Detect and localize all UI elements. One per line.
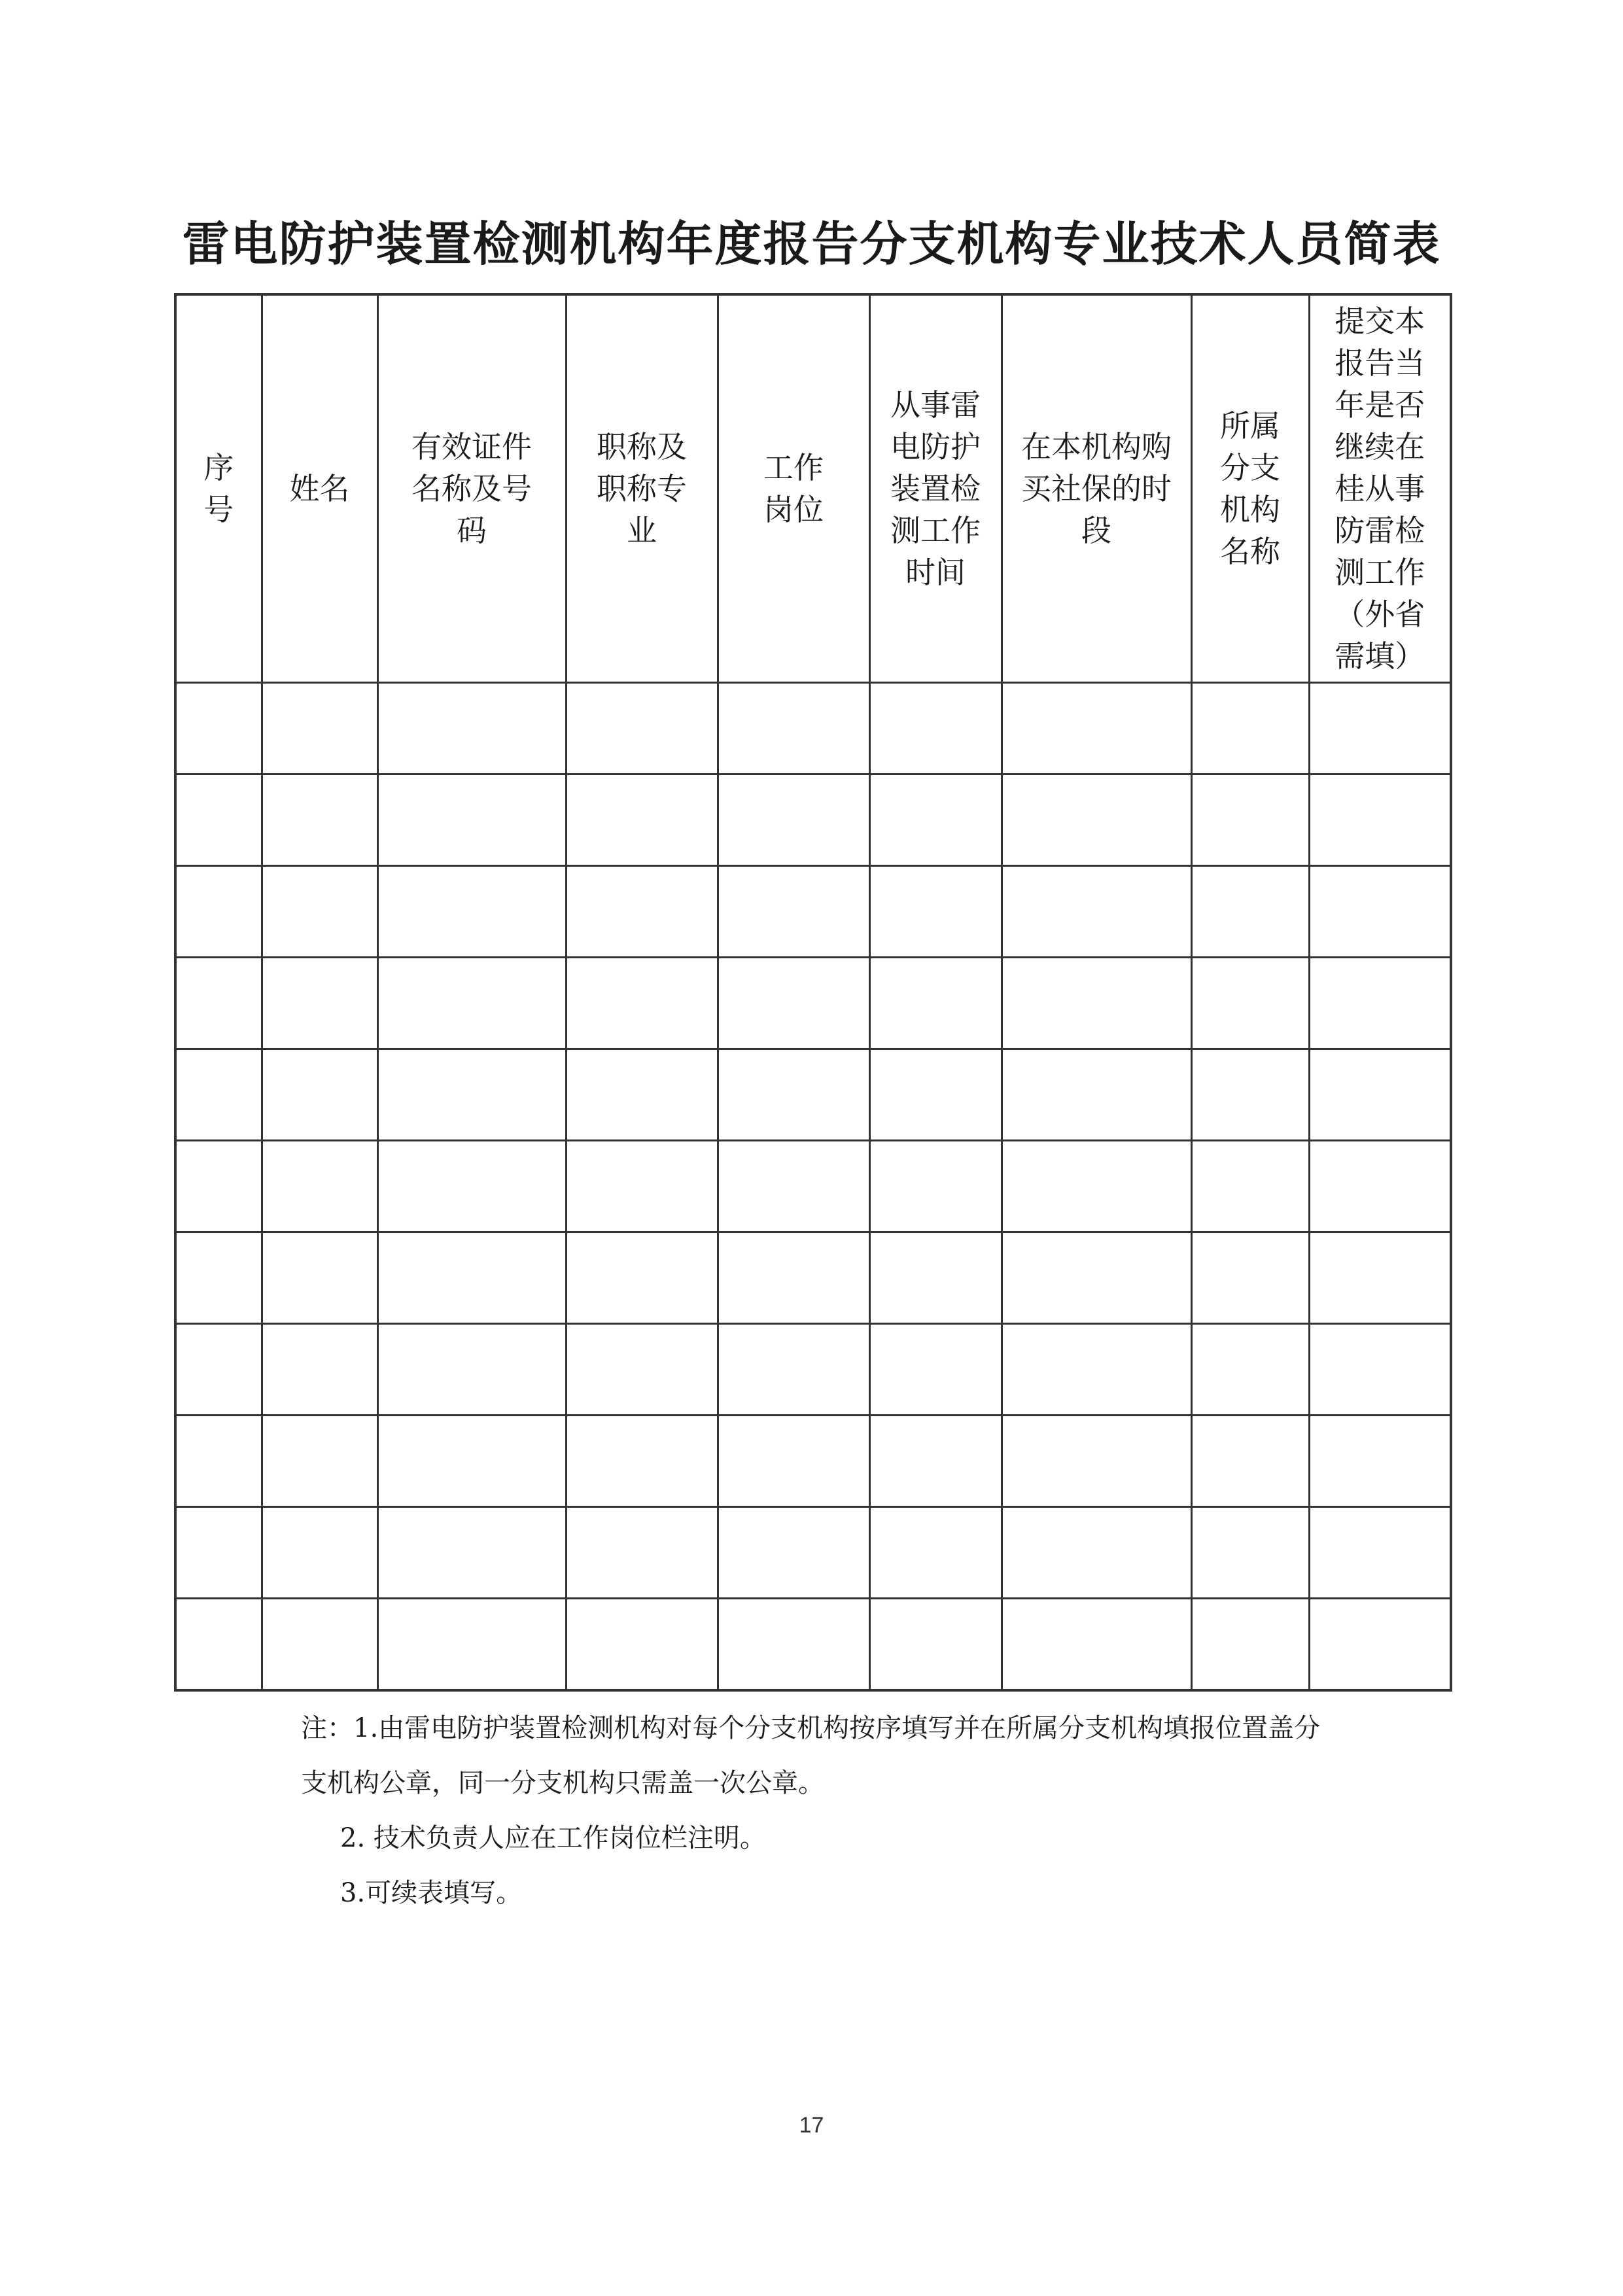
table-cell[interactable] [869, 958, 1002, 1049]
table-cell[interactable] [1309, 958, 1451, 1049]
table-cell[interactable] [869, 774, 1002, 866]
header-id-document: 有效证件 名称及号 码 [377, 294, 566, 683]
table-cell[interactable] [1191, 1232, 1309, 1324]
table-cell[interactable] [718, 1416, 869, 1507]
table-cell[interactable] [1191, 1599, 1309, 1691]
table-cell[interactable] [377, 774, 566, 866]
table-row [175, 1599, 1451, 1691]
table-cell[interactable] [175, 1599, 262, 1691]
table-cell[interactable] [1309, 1599, 1451, 1691]
table-cell[interactable] [718, 1232, 869, 1324]
table-cell[interactable] [566, 1049, 718, 1141]
note-2: 2. 技术负责人应在工作岗位栏注明。 [340, 1823, 766, 1853]
table-cell[interactable] [1002, 1599, 1191, 1691]
table-cell[interactable] [377, 1232, 566, 1324]
table-row [175, 1141, 1451, 1232]
table-cell[interactable] [869, 1599, 1002, 1691]
table-cell[interactable] [1002, 683, 1191, 774]
page-number: 17 [799, 2113, 824, 2138]
table-row [175, 1049, 1451, 1141]
table-cell[interactable] [1002, 1507, 1191, 1599]
table-cell[interactable] [566, 1599, 718, 1691]
table-cell[interactable] [1309, 1232, 1451, 1324]
table-cell[interactable] [262, 774, 377, 866]
note-1: 注：1.由雷电防护装置检测机构对每个分支机构按序填写并在所属分支机构填报位置盖分 [301, 1713, 1321, 1743]
table-cell[interactable] [1002, 866, 1191, 958]
table-cell[interactable] [869, 866, 1002, 958]
table-cell[interactable] [377, 1507, 566, 1599]
header-detection-work-time: 从事雷 电防护 装置检 测工作 时间 [869, 294, 1002, 683]
table-cell[interactable] [377, 1049, 566, 1141]
table-cell[interactable] [718, 1599, 869, 1691]
table-cell[interactable] [869, 1141, 1002, 1232]
table-cell[interactable] [1191, 683, 1309, 774]
table-row [175, 1507, 1451, 1599]
table-cell[interactable] [1309, 866, 1451, 958]
note-3: 3.可续表填写。 [340, 1878, 523, 1908]
staff-table [174, 293, 1452, 1692]
table-cell[interactable] [262, 1324, 377, 1416]
table-cell[interactable] [377, 1416, 566, 1507]
table-cell[interactable] [1309, 1049, 1451, 1141]
table-cell[interactable] [566, 1507, 718, 1599]
table-cell[interactable] [1309, 1507, 1451, 1599]
table-cell[interactable] [869, 1324, 1002, 1416]
table-cell[interactable] [566, 774, 718, 866]
table-cell[interactable] [262, 1416, 377, 1507]
table-cell[interactable] [175, 1232, 262, 1324]
table-cell[interactable] [175, 683, 262, 774]
table-cell[interactable] [718, 1507, 869, 1599]
header-name: 姓名 [262, 294, 377, 683]
table-cell[interactable] [718, 1049, 869, 1141]
note-1-continued: 支机构公章，同一分支机构只需盖一次公章。 [301, 1768, 824, 1798]
table-cell[interactable] [175, 958, 262, 1049]
header-serial-number: 序 号 [175, 294, 262, 683]
table-cell[interactable] [1191, 1049, 1309, 1141]
table-cell[interactable] [566, 683, 718, 774]
table-cell[interactable] [1191, 1324, 1309, 1416]
table-cell[interactable] [718, 1324, 869, 1416]
table-cell[interactable] [175, 866, 262, 958]
table-cell[interactable] [1309, 1141, 1451, 1232]
header-social-insurance-period: 在本机构购 买社保的时 段 [1002, 294, 1191, 683]
table-cell[interactable] [1002, 1141, 1191, 1232]
table-cell[interactable] [175, 1324, 262, 1416]
table-cell[interactable] [1191, 1416, 1309, 1507]
header-job-title: 职称及 职称专 业 [566, 294, 718, 683]
table-cell[interactable] [377, 1141, 566, 1232]
table-cell[interactable] [175, 1141, 262, 1232]
table-cell[interactable] [1191, 1141, 1309, 1232]
table-body [175, 683, 1451, 1691]
table-cell[interactable] [869, 1507, 1002, 1599]
table-cell[interactable] [718, 866, 869, 958]
table-row [175, 1324, 1451, 1416]
table-cell[interactable] [566, 1141, 718, 1232]
table-row [175, 1232, 1451, 1324]
table-cell[interactable] [869, 1049, 1002, 1141]
table-cell[interactable] [1191, 866, 1309, 958]
header-work-position: 工作 岗位 [718, 294, 869, 683]
table-cell[interactable] [262, 1599, 377, 1691]
table-cell[interactable] [175, 1507, 262, 1599]
table-row [175, 866, 1451, 958]
table-cell[interactable] [566, 958, 718, 1049]
table-cell[interactable] [1309, 1324, 1451, 1416]
table-row [175, 1416, 1451, 1507]
table-cell[interactable] [1002, 774, 1191, 866]
table-cell[interactable] [377, 958, 566, 1049]
table-cell[interactable] [377, 1324, 566, 1416]
table-row [175, 683, 1451, 774]
table-cell[interactable] [1191, 1507, 1309, 1599]
header-continue-in-guangxi: 提交本 报告当 年是否 继续在 桂从事 防雷检 测工作 （外省 需填） [1309, 294, 1451, 683]
table-cell[interactable] [566, 1324, 718, 1416]
table-row [175, 774, 1451, 866]
table-cell[interactable] [1191, 774, 1309, 866]
table-cell[interactable] [262, 958, 377, 1049]
table-cell[interactable] [1191, 958, 1309, 1049]
table-cell[interactable] [377, 866, 566, 958]
table-cell[interactable] [175, 1049, 262, 1141]
table-cell[interactable] [1002, 1324, 1191, 1416]
table-cell[interactable] [1002, 1049, 1191, 1141]
table-cell[interactable] [262, 1141, 377, 1232]
table-cell[interactable] [377, 683, 566, 774]
table-cell[interactable] [175, 774, 262, 866]
table-cell[interactable] [1309, 683, 1451, 774]
table-cell[interactable] [869, 1416, 1002, 1507]
table-cell[interactable] [1309, 1416, 1451, 1507]
table-cell[interactable] [1002, 1416, 1191, 1507]
table-row [175, 958, 1451, 1049]
table-cell[interactable] [262, 683, 377, 774]
table-cell[interactable] [175, 1416, 262, 1507]
table-cell[interactable] [1002, 958, 1191, 1049]
table-cell[interactable] [869, 683, 1002, 774]
header-branch-name: 所属 分支 机构 名称 [1191, 294, 1309, 683]
table-cell[interactable] [262, 1049, 377, 1141]
table-cell[interactable] [1002, 1232, 1191, 1324]
page-title: 雷电防护装置检测机构年度报告分支机构专业技术人员简表 [182, 216, 1441, 271]
table-cell[interactable] [869, 1232, 1002, 1324]
table-cell[interactable] [718, 1141, 869, 1232]
table-cell[interactable] [566, 1232, 718, 1324]
table-header-row [175, 294, 1451, 683]
table-cell[interactable] [262, 1507, 377, 1599]
notes [301, 1701, 1452, 1921]
table-cell[interactable] [566, 866, 718, 958]
table-cell[interactable] [718, 683, 869, 774]
table-cell[interactable] [262, 1232, 377, 1324]
table-cell[interactable] [718, 774, 869, 866]
table-cell[interactable] [566, 1416, 718, 1507]
table-cell[interactable] [377, 1599, 566, 1691]
table-cell[interactable] [262, 866, 377, 958]
table-cell[interactable] [1309, 774, 1451, 866]
table-cell[interactable] [718, 958, 869, 1049]
